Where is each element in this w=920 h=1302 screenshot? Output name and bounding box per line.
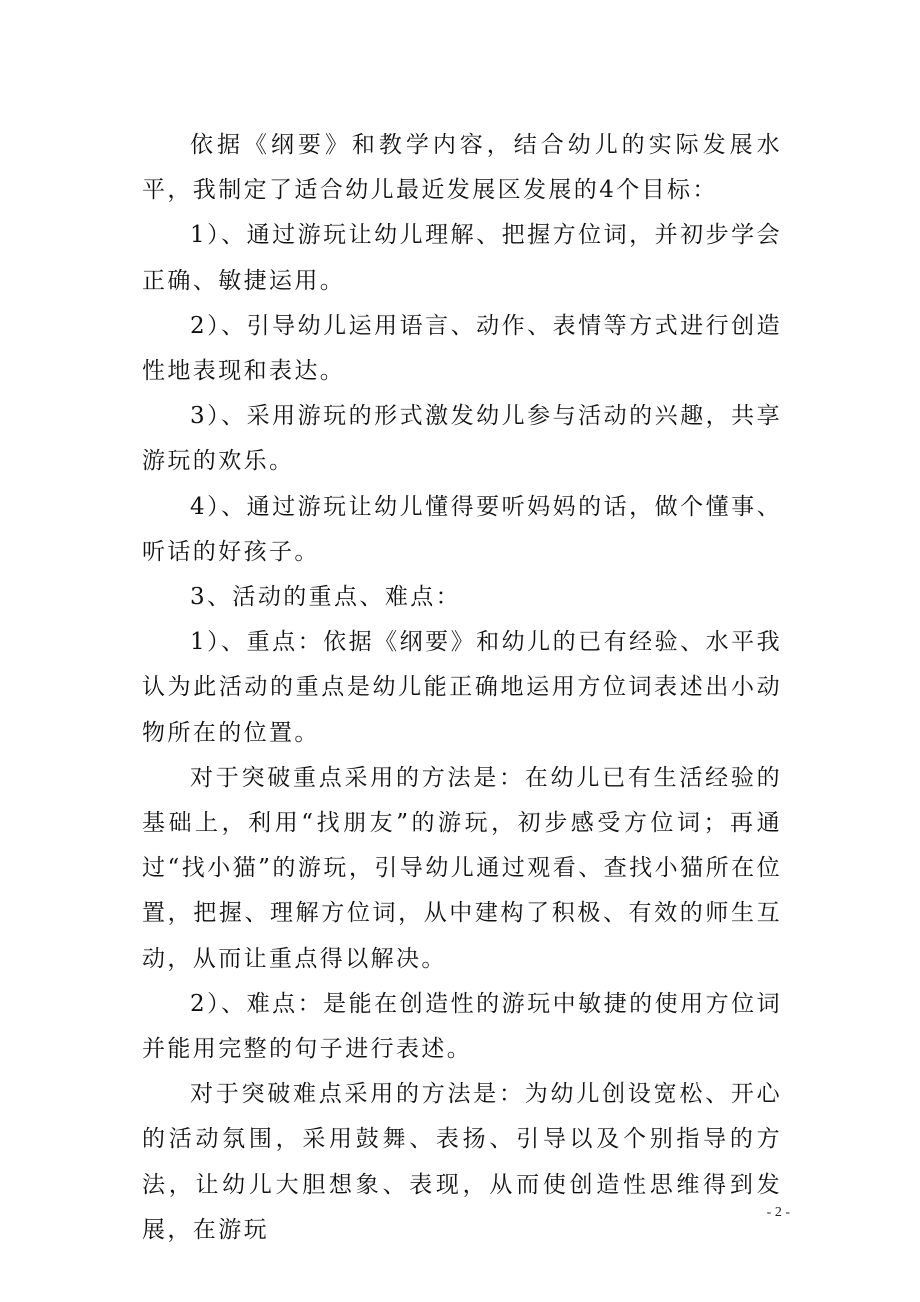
paragraph-key-point: 1）、重点：依据《纲要》和幼儿的已有经验、水平我认为此活动的重点是幼儿能正确地运用方位词表述出小动物所在的位置。 bbox=[142, 629, 782, 746]
paragraph-difficulty: 2）、难点：是能在创造性的游玩中敏捷的使用方位词并能用完整的句子进行表述。 bbox=[142, 990, 782, 1063]
paragraph-goal-3: 3）、采用游玩的形式激发幼儿参与活动的兴趣，共享游玩的欢乐。 bbox=[142, 403, 782, 475]
document-body bbox=[142, 123, 782, 1253]
paragraph-key-point-method: 对于突破重点采用的方法是：在幼儿已有生活经验的基础上，利用“找朋友”的游玩，初步感受方位词；再通过“找小猫”的游玩，引导幼儿通过观看、查找小猫所在位置，把握、理解方位词，从中建构了积极、有效的师生互动，从而让重点得以解决。 bbox=[142, 764, 782, 972]
paragraph-goal-1: 1）、通过游玩让幼儿理解、把握方位词，并初步学会正确、敏捷运用。 bbox=[142, 222, 782, 294]
page-number: - 2 - bbox=[766, 1205, 790, 1220]
paragraph-goal-4: 4）、通过游玩让幼儿懂得要听妈妈的话，做个懂事、听话的好孩子。 bbox=[142, 493, 782, 565]
paragraph-difficulty-method: 对于突破难点采用的方法是：为幼儿创设宽松、开心的活动氛围，采用鼓舞、表扬、引导以及个别指导的方法，让幼儿大胆想象、表现，从而使创造性思维得到发展，在游玩 bbox=[142, 1081, 782, 1243]
paragraph-goal-2: 2）、引导幼儿运用语言、动作、表情等方式进行创造性地表现和表达。 bbox=[142, 312, 782, 385]
paragraph-intro: 依据《纲要》和教学内容，结合幼儿的实际发展水平，我制定了适合幼儿最近发展区发展的4个目标： bbox=[142, 132, 782, 204]
section-heading-key-points: 3、活动的重点、难点： bbox=[190, 584, 462, 611]
